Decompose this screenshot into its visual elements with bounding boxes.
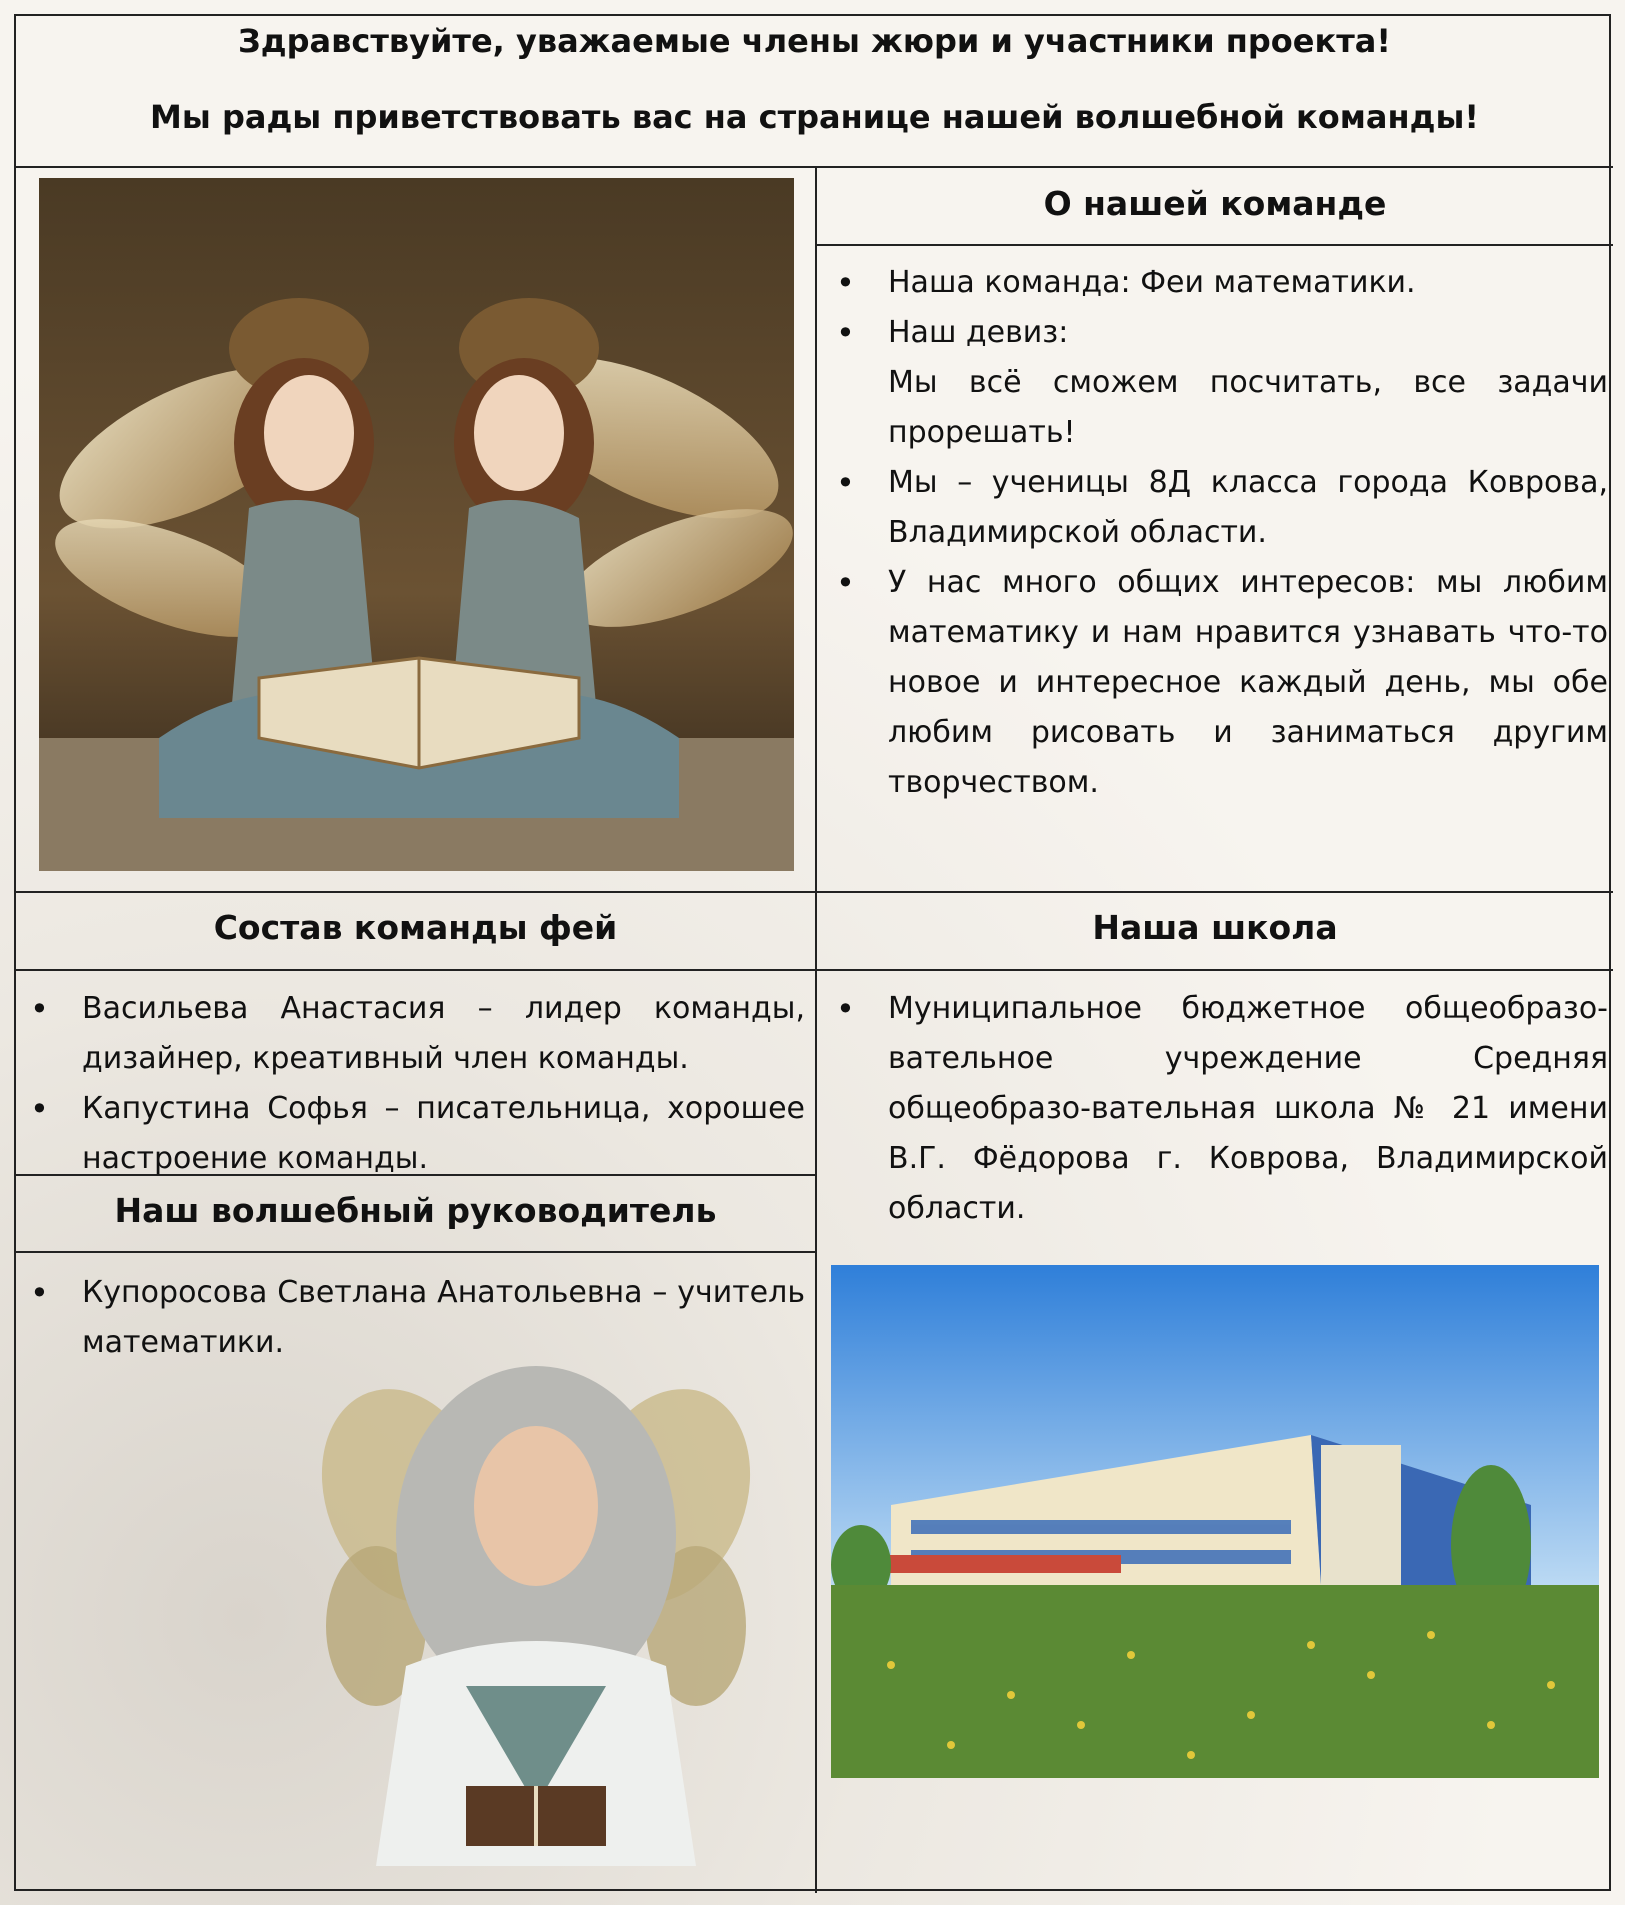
- divider: [16, 969, 1613, 971]
- list-item: • Мы – ученицы 8Д класса города Коврова, Владимирской области.: [826, 458, 1608, 558]
- greeting-text: Здравствуйте, уважаемые члены жюри и участники проекта!: [238, 22, 1391, 60]
- list-item: • У нас много общих интересов: мы любим математику и нам нравится узнавать что-то новое и интересное каждый день, мы обе любим рисовать и заниматься другим творчеством.: [826, 558, 1608, 808]
- school-list: [826, 984, 1608, 1234]
- school-building-image: [831, 1265, 1599, 1778]
- fairies-image: [39, 178, 794, 871]
- motto-text: Мы всё сможем посчитать, все задачи прорешать!: [888, 365, 1608, 450]
- list-item: • Муниципальное бюджетное общеобразо-вательное учреждение Средняя общеобразо-вательная школа № 21 имени В.Г. Фёдорова г. Коврова, Владимирской области.: [826, 984, 1608, 1234]
- members-title: Состав команды фей: [213, 908, 618, 947]
- list-item: • Наша команда: Феи математики.: [826, 258, 1608, 308]
- welcome-text: Мы рады приветствовать вас на странице нашей волшебной команды!: [150, 98, 1479, 136]
- list-item: • Капустина Софья – писательница, хорошее настроение команды.: [20, 1084, 805, 1184]
- divider: [16, 891, 1613, 893]
- divider: [16, 1251, 815, 1253]
- leader-fairy-image: [316, 1366, 756, 1866]
- leader-title: Наш волшебный руководитель: [114, 1191, 717, 1230]
- about-title: О нашей команде: [1043, 184, 1387, 223]
- list-item: • Васильева Анастасия – лидер команды, дизайнер, креативный член команды.: [20, 984, 805, 1084]
- about-list: [826, 258, 1608, 808]
- divider: [815, 166, 817, 1893]
- school-title: Наша школа: [1092, 908, 1338, 947]
- list-item: • Наш девиз: Мы всё сможем посчитать, все задачи прорешать!: [826, 308, 1608, 458]
- divider: [815, 244, 1613, 246]
- document-frame: [14, 14, 1611, 1891]
- list-item: • Купоросова Светлана Анатольевна – учитель математики.: [20, 1268, 805, 1368]
- members-list: [20, 984, 805, 1184]
- leader-list: [20, 1268, 805, 1368]
